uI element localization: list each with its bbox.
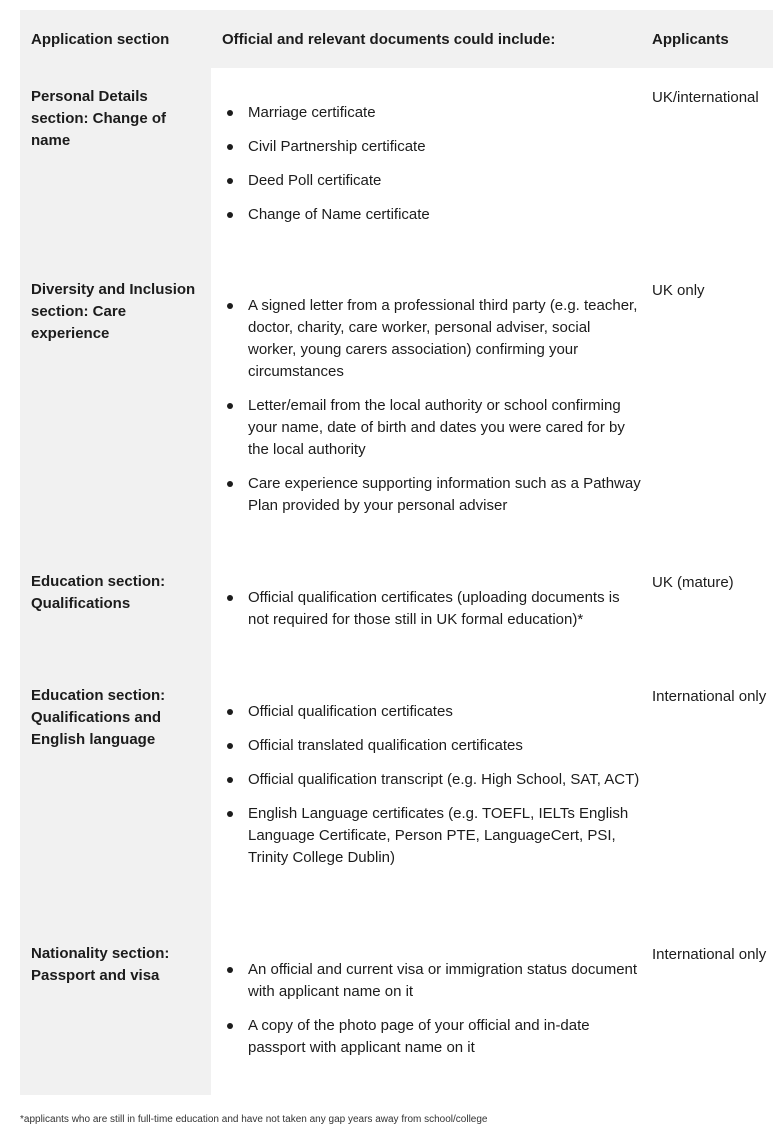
document-item: Civil Partnership certificate xyxy=(223,136,641,158)
table-row xyxy=(20,553,773,667)
document-item: Marriage certificate xyxy=(223,102,641,124)
document-item: Change of Name certificate xyxy=(223,204,641,226)
document-item: An official and current visa or immigration status document with applicant name on it xyxy=(223,959,641,1003)
document-item: Official translated qualification certificates xyxy=(223,735,641,757)
document-item: Care experience supporting information such as a Pathway Plan provided by your personal adviser xyxy=(223,473,641,517)
header-application-section: Application section xyxy=(31,30,170,48)
row-section-label: Nationality section: Passport and visa xyxy=(20,925,211,1095)
table-row xyxy=(20,261,773,553)
row-applicants: International only xyxy=(652,946,767,963)
row-section-label: Diversity and Inclusion section: Care experience xyxy=(20,261,211,553)
document-item: Deed Poll certificate xyxy=(223,170,641,192)
row-documents xyxy=(211,68,641,261)
row-section-label: Education section: Qualifications xyxy=(20,553,211,667)
row-applicants: UK/international xyxy=(652,89,759,106)
document-item: Official qualification certificates xyxy=(223,701,641,723)
table-row xyxy=(20,68,773,261)
row-documents xyxy=(211,667,641,925)
documents-table xyxy=(20,10,773,1095)
row-documents xyxy=(211,553,641,667)
table-header xyxy=(20,10,773,68)
header-applicants: Applicants xyxy=(652,30,729,48)
row-applicants: International only xyxy=(652,688,767,705)
document-item: A signed letter from a professional third party (e.g. teacher, doctor, charity, care worker, personal adviser, social worker, young carers association) confirming your circumstances xyxy=(223,295,641,383)
table-row xyxy=(20,667,773,925)
row-section-label: Education section: Qualifications and English language xyxy=(20,667,211,925)
row-section-label: Personal Details section: Change of name xyxy=(20,68,211,261)
row-documents xyxy=(211,261,641,553)
document-item: English Language certificates (e.g. TOEFL, IELTs English Language Certificate, Person PTE, LanguageCert, PSI, Trinity College Dublin) xyxy=(223,803,641,869)
row-applicants: UK (mature) xyxy=(652,574,734,591)
header-documents: Official and relevant documents could include: xyxy=(222,30,556,48)
document-item: A copy of the photo page of your official and in-date passport with applicant name on it xyxy=(223,1015,641,1059)
document-item: Letter/email from the local authority or school confirming your name, date of birth and dates you were cared for by the local authority xyxy=(223,395,641,461)
row-applicants: UK only xyxy=(652,282,705,299)
document-item: Official qualification transcript (e.g. High School, SAT, ACT) xyxy=(223,769,641,791)
row-documents xyxy=(211,925,641,1095)
footnote: *applicants who are still in full-time education and have not taken any gap years away from school/college xyxy=(20,1114,488,1125)
table-row xyxy=(20,925,773,1095)
document-item: Official qualification certificates (uploading documents is not required for those still in UK formal education)* xyxy=(223,587,641,631)
